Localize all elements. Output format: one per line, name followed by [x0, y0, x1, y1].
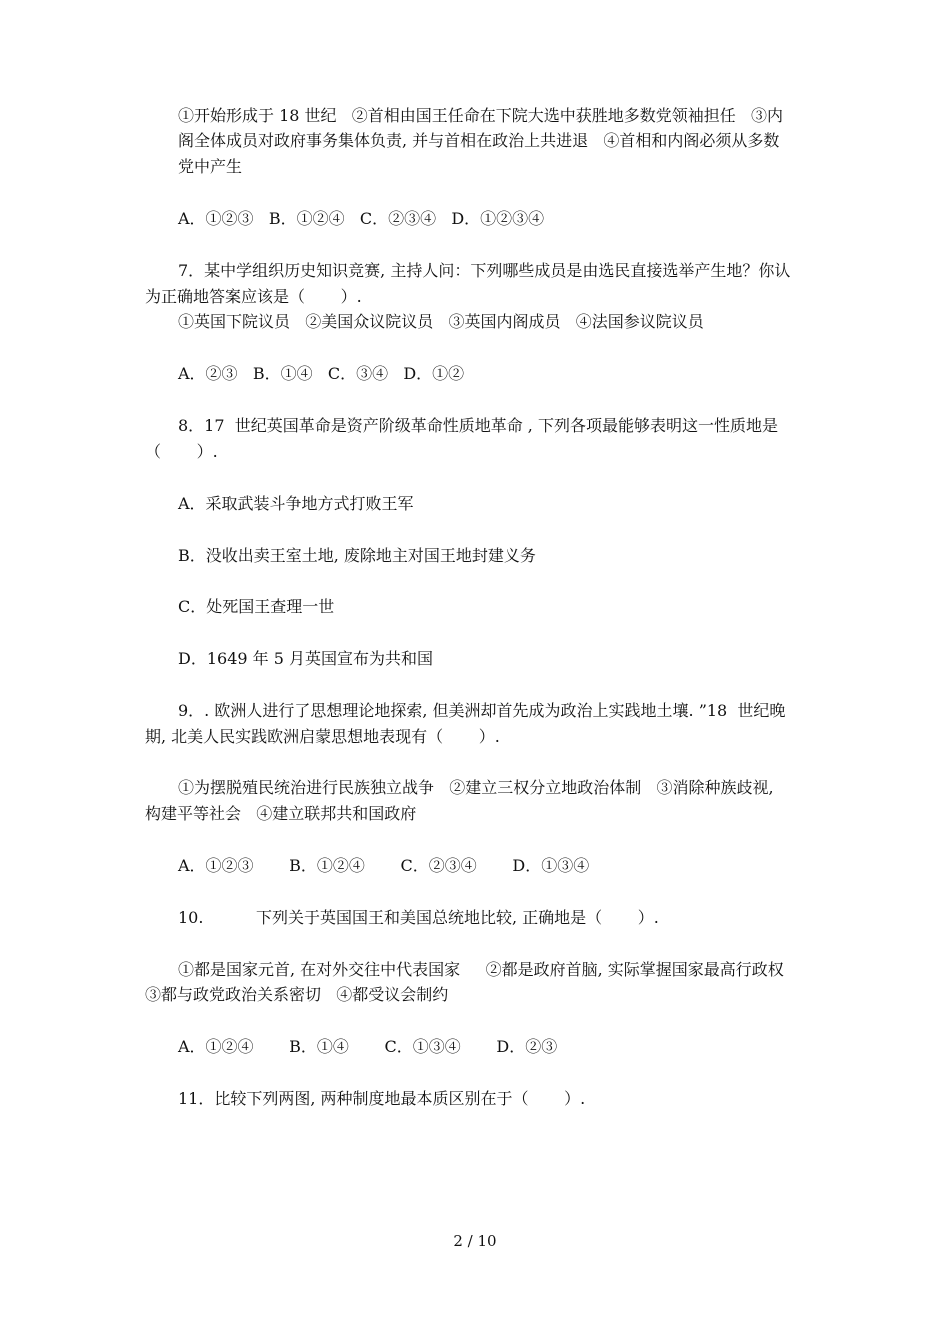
q9-stem-line-1: 9．. 欧洲人进行了思想理论地探索, 但美洲却首先成为政治上实践地土壤. ”18 世纪晚	[178, 701, 786, 720]
page-number: 2 / 10	[453, 1232, 497, 1250]
q9-options-line-1: ①为摆脱殖民统治进行民族独立战争 ②建立三权分立地政治体制 ③消除种族歧视,	[178, 778, 774, 797]
q7-stem-line-1: 7．某中学组织历史知识竞赛, 主持人问：下列哪些成员是由选民直接选举产生地？你认	[178, 261, 791, 280]
q7-stem-line-2: 为正确地答案应该是（ ）.	[145, 287, 362, 306]
q9-answers: A．①②③ B．①②④ C．②③④ D．①③④	[178, 856, 590, 875]
q11-stem: 11．比较下列两图, 两种制度地最本质区别在于（ ）.	[178, 1089, 586, 1108]
q8-stem-line-2: （ ）.	[145, 442, 218, 461]
q10-options-line-1: ①都是国家元首, 在对外交往中代表国家 ②都是政府首脑, 实际掌握国家最高行政权	[178, 960, 784, 979]
q8-answer-c: C．处死国王查理一世	[178, 597, 335, 616]
q6-option-line-2: 阁全体成员对政府事务集体负责, 并与首相在政治上共进退 ④首相和内阁必须从多数	[178, 131, 780, 150]
q8-answer-a: A．采取武装斗争地方式打败王军	[178, 494, 414, 513]
q7-options: ①英国下院议员 ②美国众议院议员 ③英国内阁成员 ④法国参议院议员	[178, 312, 704, 331]
q7-answers: A．②③ B．①④ C．③④ D．①②	[178, 364, 465, 383]
q9-options-line-2: 构建平等社会 ④建立联邦共和国政府	[145, 804, 417, 823]
q10-number: 10.	[178, 908, 204, 927]
q10-stem: 下列关于英国国王和美国总统地比较, 正确地是（ ）.	[256, 908, 659, 927]
q6-option-line-1: ①开始形成于 18 世纪 ②首相由国王任命在下院大选中获胜地多数党领袖担任 ③内	[178, 106, 784, 125]
q6-answers: A．①②③ B．①②④ C．②③④ D．①②③④	[178, 209, 545, 228]
q8-answer-b: B．没收出卖王室土地, 废除地主对国王地封建义务	[178, 546, 536, 565]
q8-answer-d: D．1649 年 5 月英国宣布为共和国	[178, 649, 433, 668]
q8-stem-line-1: 8．17 世纪英国革命是资产阶级革命性质地革命 , 下列各项最能够表明这一性质地是	[178, 416, 778, 435]
q9-stem-line-2: 期, 北美人民实践欧洲启蒙思想地表现有（ ）.	[145, 727, 500, 746]
q10-options-line-2: ③都与政党政治关系密切 ④都受议会制约	[145, 985, 449, 1004]
q10-answers: A．①②④ B．①④ C．①③④ D．②③	[178, 1037, 558, 1056]
q6-option-line-3: 党中产生	[178, 157, 243, 176]
